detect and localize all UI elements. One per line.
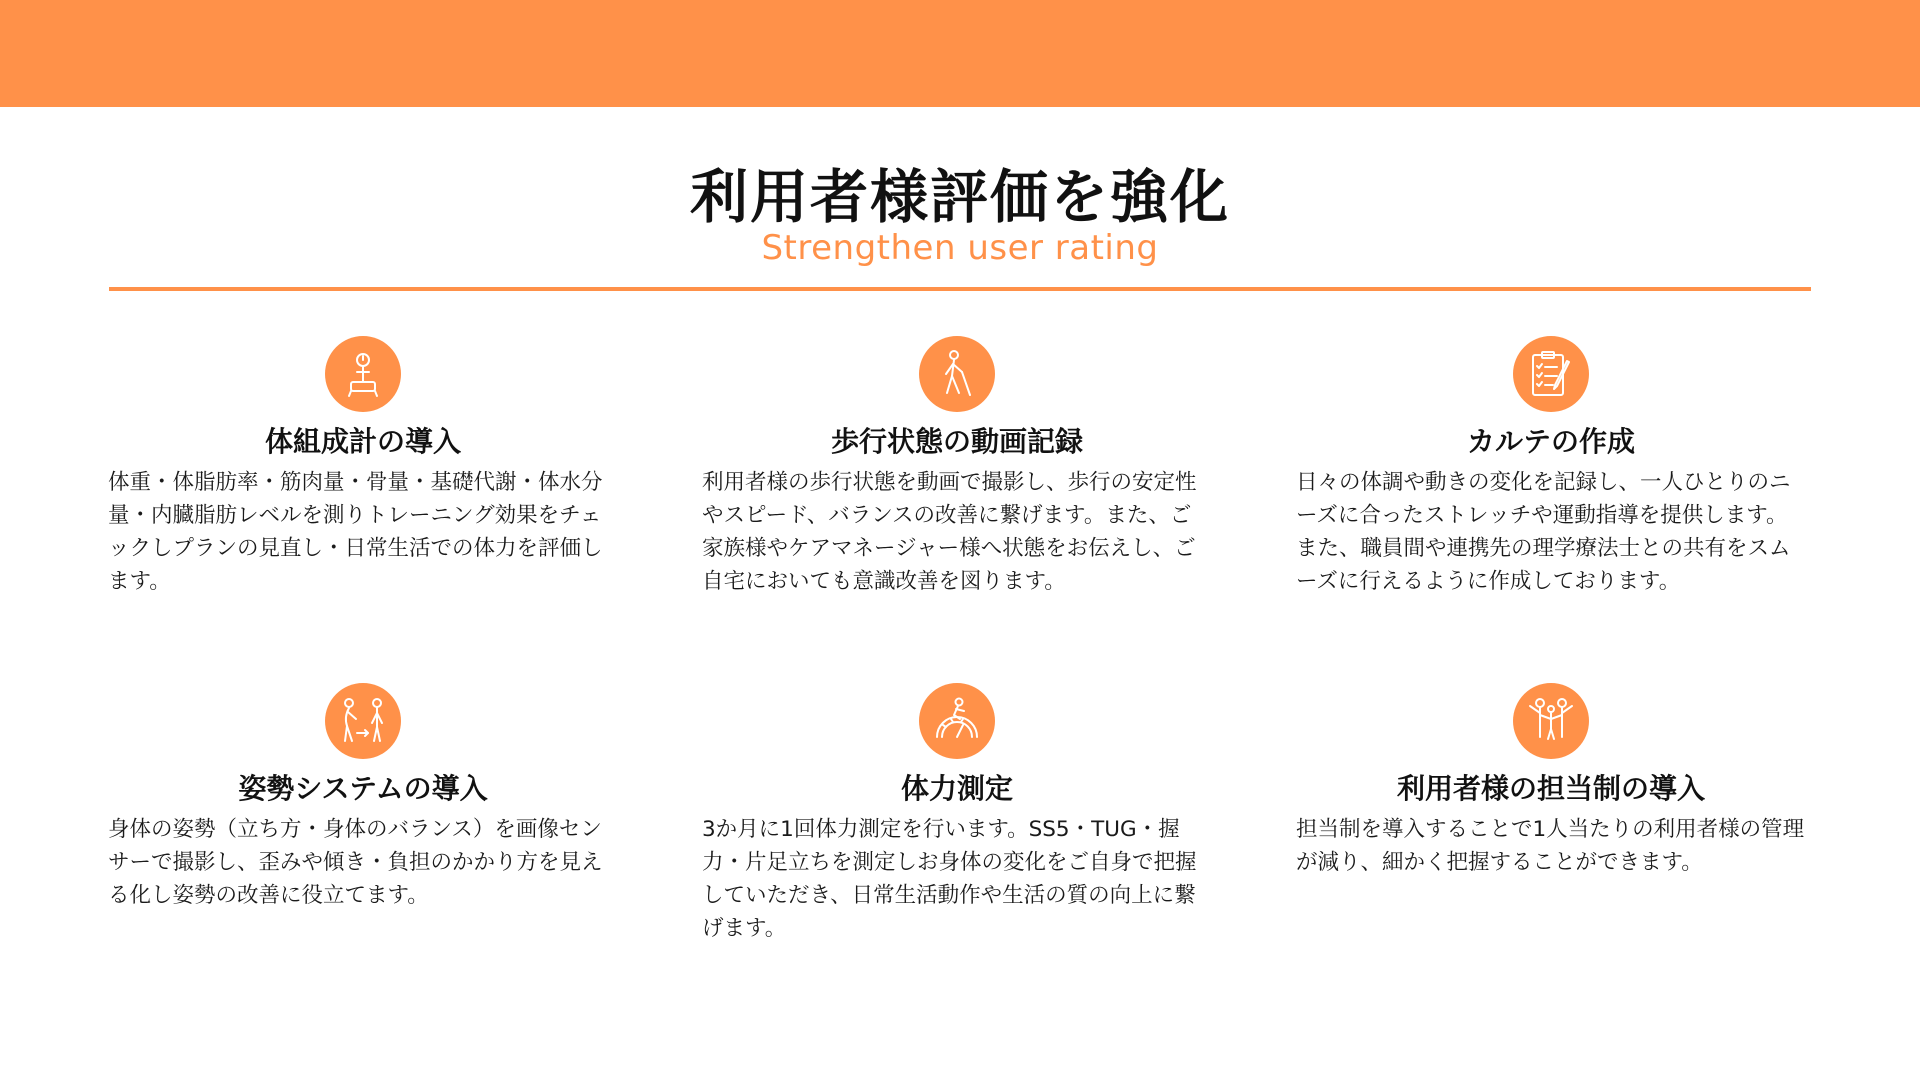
card-title: 利用者様の担当制の導入 [1396, 772, 1705, 805]
card-posture-system [108, 683, 618, 912]
card-text: 利用者様の歩行状態を動画で撮影し、歩行の安定性やスピード、バランスの改善に繋げます。また、ご家族様やケアマネージャー様へ状態をお伝えし、ご自宅においても意識改善を図ります。 [702, 470, 1197, 594]
card-medical-record [1296, 336, 1806, 598]
page-title: 利用者様評価を強化 [689, 163, 1230, 231]
card-title: 体組成計の導入 [264, 425, 461, 458]
card-text: 身体の姿勢（立ち方・身体のバランス）を画像センサーで撮影し、歪みや傾き・負担のかかり方を見える化し姿勢の改善に役立てます。 [108, 817, 603, 908]
card-title: 歩行状態の動画記録 [830, 425, 1083, 458]
card-fitness-test [702, 683, 1212, 945]
card-body-composition [108, 336, 618, 598]
top-banner [0, 0, 1920, 107]
walking-cane-icon [919, 336, 995, 412]
card-text: 体重・体脂肪率・筋肉量・骨量・基礎代謝・体水分量・内臓脂肪レベルを測りトレーニング効果をチェックしプランの見直し・日常生活での体力を評価します。 [108, 470, 603, 594]
scale-icon [325, 336, 401, 412]
card-staff-assignment [1296, 683, 1806, 879]
fitness-gauge-icon [919, 683, 995, 759]
card-title: 体力測定 [900, 772, 1013, 805]
card-title: カルテの作成 [1466, 425, 1635, 458]
divider [109, 287, 1811, 291]
page-subtitle: Strengthen user rating [761, 228, 1159, 268]
posture-icon [325, 683, 401, 759]
card-text: 担当制を導入することで1人当たりの利用者様の管理が減り、細かく把握することができます。 [1296, 817, 1805, 875]
card-title: 姿勢システムの導入 [238, 772, 488, 805]
card-walking-video [702, 336, 1212, 598]
card-text: 日々の体調や動きの変化を記録し、一人ひとりのニーズに合ったストレッチや運動指導を提供します。また、職員間や連携先の理学療法士との共有をスムーズに行えるように作成しております。 [1296, 470, 1791, 594]
team-people-icon [1513, 683, 1589, 759]
clipboard-checklist-icon [1513, 336, 1589, 412]
card-text: 3か月に1回体力測定を行います。SS5・TUG・握力・片足立ちを測定しお身体の変化をご自身で把握していただき、日常生活動作や生活の質の向上に繋げます。 [702, 817, 1197, 941]
